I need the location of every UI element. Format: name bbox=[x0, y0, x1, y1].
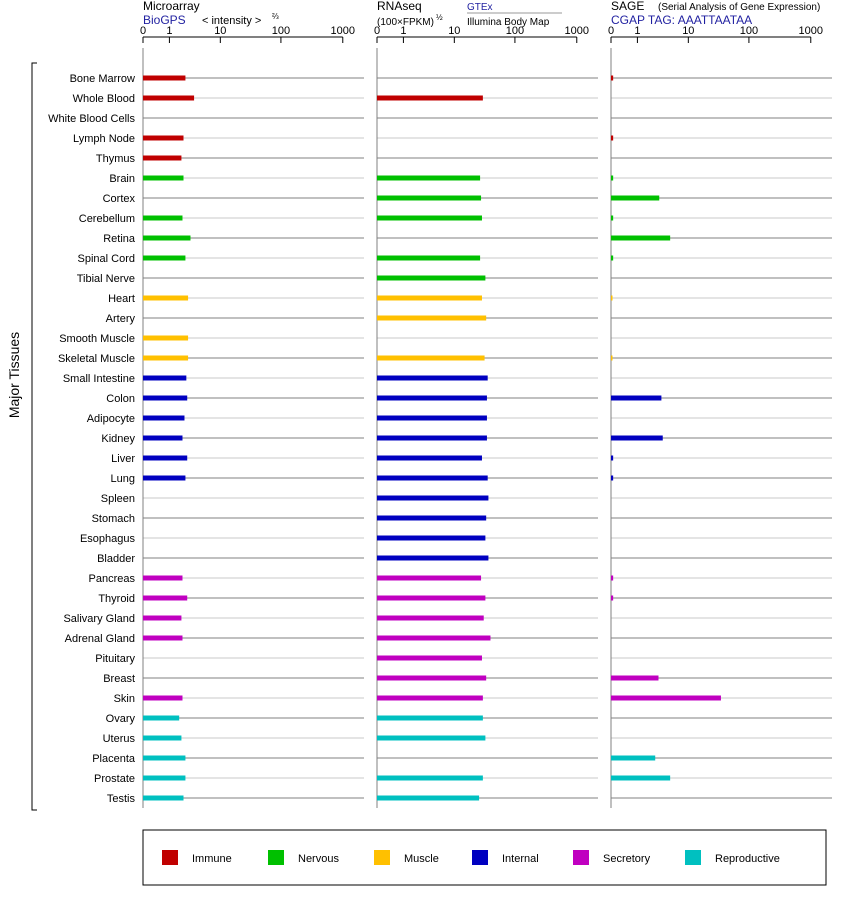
expression-bar bbox=[377, 776, 483, 781]
expression-bar bbox=[143, 376, 186, 381]
axis-tick-label: 100 bbox=[271, 25, 291, 37]
expression-bar bbox=[143, 416, 184, 421]
tissue-label: Brain bbox=[109, 173, 135, 185]
expression-bar bbox=[377, 716, 483, 721]
axis-tick-label: 10 bbox=[214, 25, 227, 37]
axis-tick-label: 1000 bbox=[564, 25, 590, 37]
tissue-label: Cortex bbox=[102, 193, 135, 205]
tissue-label: Colon bbox=[106, 393, 135, 405]
expression-bar bbox=[611, 216, 613, 221]
microarray-title: Microarray bbox=[143, 0, 200, 13]
expression-bar bbox=[377, 276, 485, 281]
expression-bar bbox=[611, 756, 655, 761]
expression-bar bbox=[611, 456, 613, 461]
expression-bar bbox=[611, 196, 659, 201]
expression-bar bbox=[377, 216, 482, 221]
tissue-label: Small Intestine bbox=[62, 373, 135, 385]
expression-bar bbox=[143, 456, 187, 461]
expression-bar bbox=[143, 296, 188, 301]
fpkm-exponent: ½ bbox=[436, 13, 443, 22]
tissue-label: Tibial Nerve bbox=[76, 273, 135, 285]
expression-bar bbox=[377, 256, 480, 261]
intensity-exponent: ⅔ bbox=[272, 12, 279, 21]
expression-bar bbox=[143, 356, 188, 361]
expression-bar bbox=[377, 356, 485, 361]
axis-tick-label: 1 bbox=[400, 25, 407, 37]
legend-label-reproductive: Reproductive bbox=[715, 853, 780, 865]
expression-bar bbox=[143, 76, 185, 81]
expression-bar bbox=[143, 96, 194, 101]
tissue-label: Pituitary bbox=[95, 653, 135, 665]
expression-bar bbox=[143, 216, 182, 221]
tissue-label: Spleen bbox=[100, 493, 135, 505]
expression-bar bbox=[377, 656, 482, 661]
sage-subtitle: (Serial Analysis of Gene Expression) bbox=[658, 2, 821, 13]
expression-bar bbox=[143, 136, 183, 141]
legend-swatch-internal bbox=[472, 850, 488, 865]
expression-bar bbox=[377, 516, 486, 521]
tissue-label: Salivary Gland bbox=[63, 613, 135, 625]
expression-bar bbox=[377, 196, 481, 201]
expression-bar bbox=[611, 256, 613, 261]
expression-bar bbox=[143, 716, 179, 721]
expression-bar bbox=[377, 496, 488, 501]
rnaseq-title: RNAseq bbox=[377, 0, 422, 13]
legend-swatch-secretory bbox=[573, 850, 589, 865]
tissue-label: Stomach bbox=[91, 513, 135, 525]
y-axis-bracket bbox=[32, 63, 37, 810]
expression-bar bbox=[611, 136, 613, 141]
tissue-label: Adipocyte bbox=[86, 413, 135, 425]
expression-bar bbox=[377, 796, 479, 801]
expression-bar bbox=[143, 696, 182, 701]
tissue-label: Thymus bbox=[95, 153, 135, 165]
tissue-label: Pancreas bbox=[88, 573, 135, 585]
tissue-label: Breast bbox=[103, 673, 135, 685]
tissue-label: Skin bbox=[113, 693, 135, 705]
expression-bar bbox=[377, 576, 481, 581]
expression-bar bbox=[377, 436, 487, 441]
expression-bar bbox=[611, 236, 670, 241]
expression-bar bbox=[143, 616, 181, 621]
axis-tick-label: 1 bbox=[166, 25, 173, 37]
expression-bar bbox=[143, 436, 182, 441]
expression-bar bbox=[377, 696, 483, 701]
expression-bar bbox=[377, 616, 484, 621]
axis-tick-label: 0 bbox=[607, 25, 615, 37]
expression-bar bbox=[377, 316, 486, 321]
expression-bar bbox=[143, 476, 185, 481]
expression-bar bbox=[377, 296, 482, 301]
expression-bar bbox=[377, 476, 488, 481]
tissue-label: Adrenal Gland bbox=[64, 633, 135, 645]
expression-bar bbox=[377, 96, 483, 101]
expression-bar bbox=[377, 676, 486, 681]
tissue-label: Liver bbox=[111, 453, 135, 465]
expression-bar bbox=[377, 596, 485, 601]
tissue-label: Kidney bbox=[101, 433, 135, 445]
axis-tick-label: 1000 bbox=[330, 25, 356, 37]
tissue-label: Smooth Muscle bbox=[59, 333, 135, 345]
tissue-label: Bladder bbox=[97, 553, 135, 565]
expression-bar bbox=[143, 236, 190, 241]
legend-swatch-immune bbox=[162, 850, 178, 865]
legend-label-internal: Internal bbox=[502, 853, 539, 865]
expression-bar bbox=[377, 736, 485, 741]
expression-bar bbox=[611, 596, 613, 601]
axis-tick-label: 100 bbox=[739, 25, 759, 37]
tissue-label: Lung bbox=[110, 473, 135, 485]
expression-bar bbox=[143, 176, 183, 181]
expression-bar bbox=[143, 776, 185, 781]
tissue-label: Retina bbox=[103, 233, 135, 245]
biogps-label: BioGPS bbox=[143, 13, 186, 27]
expression-bar bbox=[611, 356, 613, 361]
expression-bar bbox=[143, 396, 187, 401]
cgap-tag-label: CGAP TAG: AAATTAATAA bbox=[611, 13, 753, 27]
tissue-label: Placenta bbox=[92, 753, 135, 765]
expression-bar bbox=[377, 416, 487, 421]
expression-bar bbox=[143, 636, 182, 641]
expression-bar bbox=[377, 376, 488, 381]
expression-bar bbox=[611, 476, 613, 481]
legend-swatch-nervous bbox=[268, 850, 284, 865]
expression-bar bbox=[611, 436, 663, 441]
expression-bar bbox=[611, 296, 613, 301]
expression-bar bbox=[611, 176, 613, 181]
expression-bar bbox=[611, 676, 658, 681]
expression-bar bbox=[611, 396, 661, 401]
axis-tick-label: 1000 bbox=[798, 25, 824, 37]
tissue-label: Whole Blood bbox=[72, 93, 135, 105]
gtex-source-label: GTEx bbox=[467, 2, 493, 13]
expression-bar bbox=[611, 696, 721, 701]
tissue-label: Spinal Cord bbox=[77, 253, 135, 265]
y-axis-label: Major Tissues bbox=[6, 331, 22, 419]
tissue-label: Artery bbox=[105, 313, 135, 325]
expression-bar bbox=[143, 256, 185, 261]
fpkm-label: (100×FPKM) bbox=[377, 17, 434, 28]
expression-bar bbox=[377, 456, 482, 461]
tissue-label: Ovary bbox=[105, 713, 135, 725]
tissue-label: Uterus bbox=[102, 733, 135, 745]
legend-label-immune: Immune bbox=[192, 853, 232, 865]
legend-label-muscle: Muscle bbox=[404, 853, 439, 865]
tissue-label: Prostate bbox=[94, 773, 135, 785]
axis-tick-label: 10 bbox=[682, 25, 695, 37]
tissue-label: Bone Marrow bbox=[69, 73, 135, 85]
expression-bar bbox=[377, 556, 488, 561]
legend-label-secretory: Secretory bbox=[603, 853, 651, 865]
illumina-source-label: Illumina Body Map bbox=[467, 17, 550, 28]
expression-bar bbox=[377, 176, 480, 181]
axis-tick-label: 0 bbox=[373, 25, 381, 37]
axis-tick-label: 1 bbox=[634, 25, 641, 37]
expression-bar bbox=[611, 576, 613, 581]
tissue-label: Esophagus bbox=[79, 533, 135, 545]
sage-title: SAGE bbox=[611, 0, 645, 13]
expression-bar bbox=[143, 336, 188, 341]
axis-tick-label: 100 bbox=[505, 25, 525, 37]
tissue-label: Lymph Node bbox=[73, 133, 135, 145]
axis-tick-label: 10 bbox=[448, 25, 461, 37]
tissue-label: Testis bbox=[106, 793, 135, 805]
expression-bar bbox=[143, 736, 181, 741]
legend-swatch-muscle bbox=[374, 850, 390, 865]
tissue-label: White Blood Cells bbox=[48, 113, 135, 125]
legend-swatch-reproductive bbox=[685, 850, 701, 865]
legend-label-nervous: Nervous bbox=[298, 853, 339, 865]
intensity-label: < intensity > bbox=[202, 15, 262, 27]
expression-bar bbox=[377, 536, 485, 541]
expression-bar bbox=[143, 596, 187, 601]
expression-bar bbox=[143, 756, 185, 761]
tissue-label: Skeletal Muscle bbox=[57, 353, 135, 365]
expression-bar bbox=[377, 396, 487, 401]
expression-bar bbox=[611, 776, 670, 781]
expression-bar bbox=[377, 636, 490, 641]
tissue-label: Heart bbox=[108, 293, 135, 305]
expression-bar bbox=[611, 76, 613, 81]
expression-bar bbox=[143, 156, 181, 161]
tissue-label: Cerebellum bbox=[78, 213, 135, 225]
expression-bar bbox=[143, 576, 182, 581]
axis-tick-label: 0 bbox=[139, 25, 147, 37]
tissue-label: Thyroid bbox=[98, 593, 135, 605]
expression-bar bbox=[143, 796, 183, 801]
